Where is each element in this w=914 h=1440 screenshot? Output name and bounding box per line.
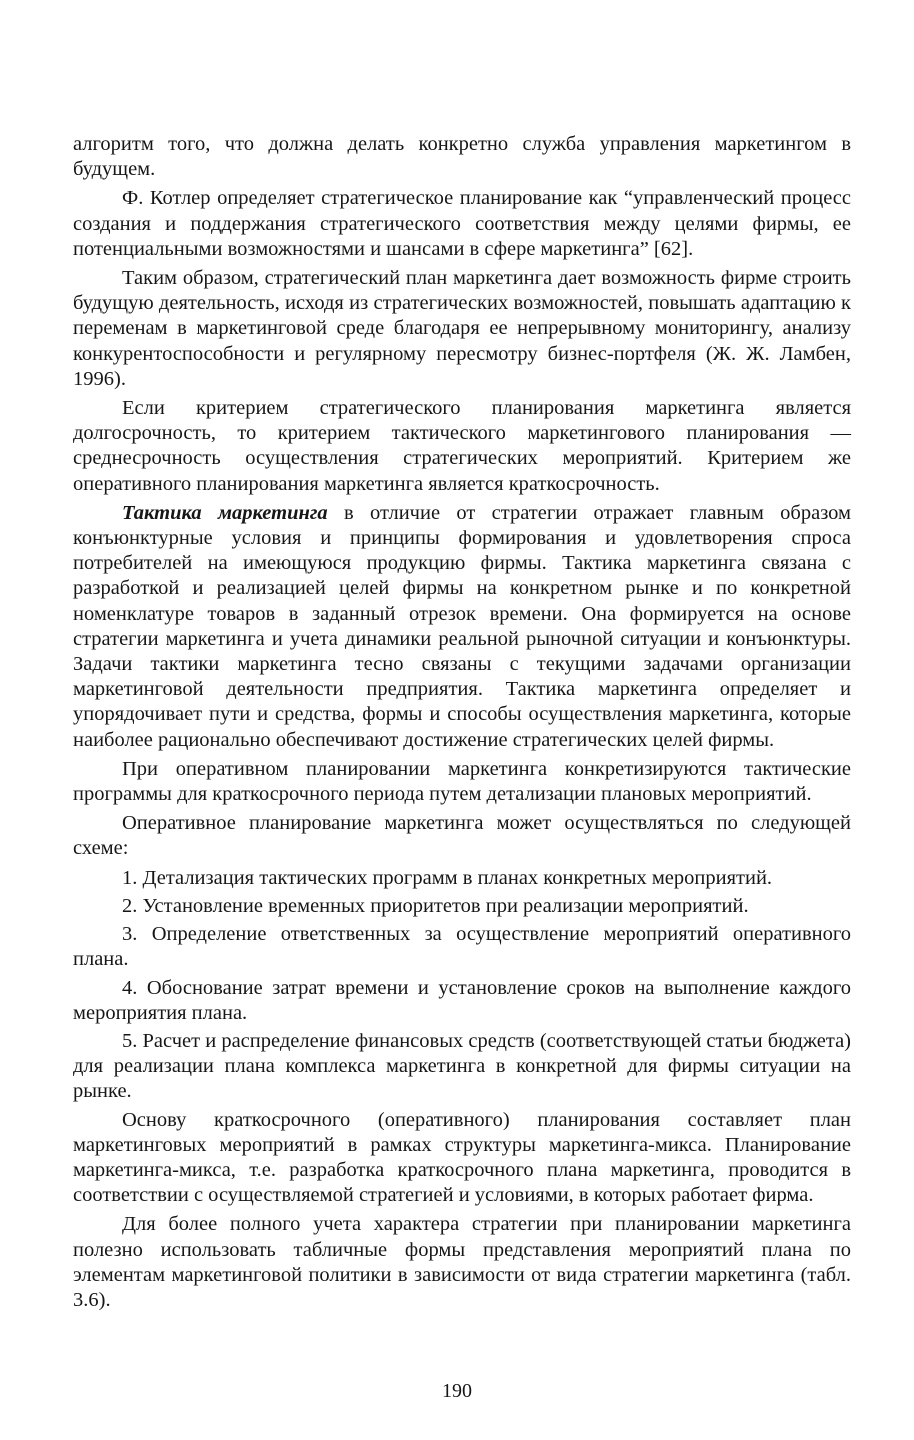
paragraph-kotler-definition: Ф. Котлер определяет стратегическое планирование как “управленческий процесс создания и поддержания стратегического соответствия между целями фирмы, ее потенциальными возможностями и шансами в сфере маркетинга” [62].: [73, 187, 851, 260]
scheme-item-3: 3. Определение ответственных за осуществление мероприятий оперативного плана.: [73, 923, 851, 971]
scheme-item-2: 2. Установление временных приоритетов при реализации мероприятий.: [122, 894, 749, 917]
page-number: 190: [442, 1380, 472, 1402]
scheme-item-1: 1. Детализация тактических программ в планах конкретных мероприятий.: [122, 866, 773, 889]
scheme-item-5: 5. Расчет и распределение финансовых средств (соответствующей статьи бюджета) для реализации плана комплекса маркетинга в конкретной для фирмы ситуации на рынке.: [73, 1029, 851, 1103]
paragraph-planning-criteria: Если критерием стратегического планирования маркетинга является долгосрочность, то критерием тактического маркетингового планирования — среднесрочность осуществления стратегических мероприятий. Критерием же оперативного планирования маркетинга является краткосрочность.: [73, 397, 851, 495]
paragraph-table-forms: Для более полного учета характера стратегии при планировании маркетинга полезно использовать табличные формы представления мероприятий плана по элементам маркетинговой политики в зависимости от вида стратегии маркетинга (табл. 3.6).: [73, 1213, 851, 1311]
scheme-item-4: 4. Обоснование затрат времени и установление сроков на выполнение каждого мероприятия плана.: [73, 976, 851, 1024]
paragraph-marketing-tactics: [73, 501, 851, 753]
term-marketing-tactics: Тактика маркетинга: [122, 501, 328, 524]
paragraph-operational-planning: При оперативном планировании маркетинга конкретизируются тактические программы для краткосрочного периода путем детализации плановых мероприятий.: [73, 757, 851, 806]
paragraph-marketing-mix: Основу краткосрочного (оперативного) планирования составляет план маркетинговых мероприятий в рамках структуры маркетинга-микса. Планирование маркетинга-микса, т.е. разработка краткосрочного плана маркетинга, проводится в соответствии с осуществляемой стратегией и условиями, в которых работает фирма.: [73, 1108, 851, 1207]
page-body: [73, 132, 851, 1317]
paragraph-scheme-intro: Оперативное планирование маркетинга может осуществляться по следующей схеме:: [73, 812, 851, 860]
paragraph-marketing-tactics-text: в отличие от стратегии отражает главным образом конъюнктурные условия и принципы формирования и удовлетворения спроса потребителей на имеющуюся продукцию фирмы. Тактика маркетинга связана с разработкой и реализацией целей фирмы на конкретном рынке и по конкретной номенклатуре товаров в заданный отрезок времени. Она формируется на основе стратегии маркетинга и учета динамики реальной рыночной ситуации и конъюнктуры. Задачи тактики маркетинга тесно связаны с текущими задачами организации маркетинговой деятельности предприятия. Тактика маркетинга определяет и упорядочивает пути и средства, формы и способы осуществления маркетинга, которые наиболее рационально обеспечивают достижение стратегических целей фирмы.: [73, 501, 851, 751]
paragraph-continuation: алгоритм того, что должна делать конкретно служба управления маркетингом в будущем.: [73, 133, 851, 181]
paragraph-strategic-plan: Таким образом, стратегический план маркетинга дает возможность фирме строить будущую деятельность, исходя из стратегических возможностей, повышать адаптацию к переменам в маркетинговой среде благодаря ее непрерывному мониторингу, анализу конкурентоспособности и регулярному пересмотру бизнес-портфеля (Ж. Ж. Ламбен, 1996).: [73, 267, 851, 390]
